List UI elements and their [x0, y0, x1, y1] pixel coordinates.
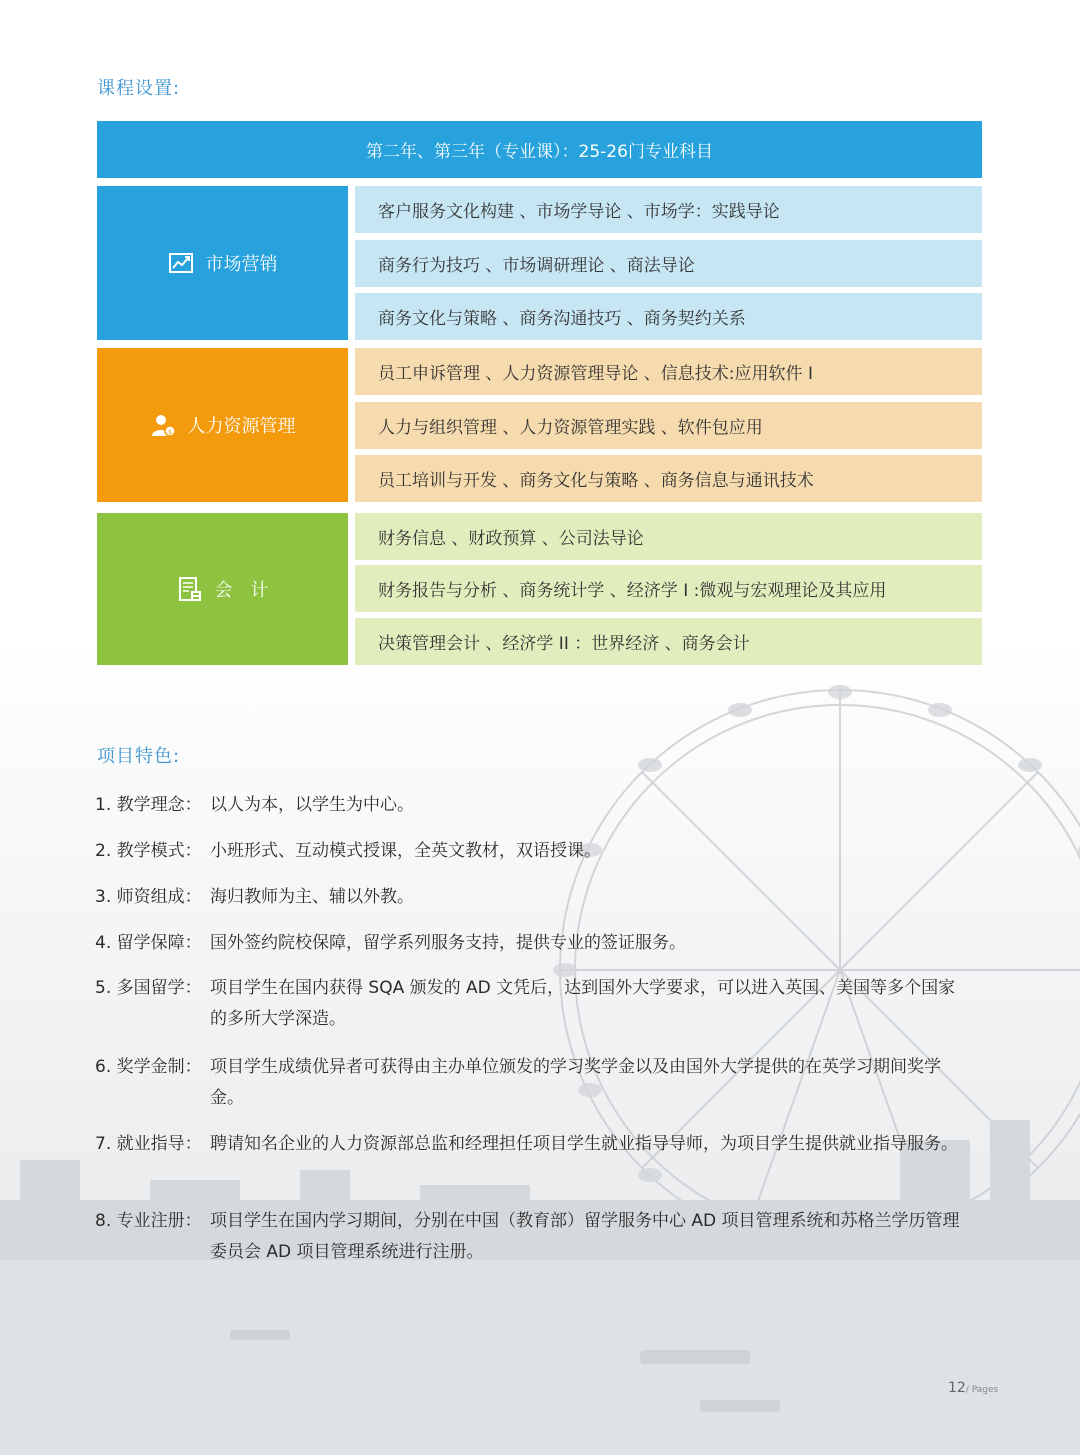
category-cell-marketing: [97, 186, 348, 340]
ledger-icon: [177, 576, 203, 602]
feature-text: 项目学生成绩优异者可获得由主办单位颁发的学习奖学金以及由国外大学提供的在英学习期间奖学金。: [210, 1057, 941, 1108]
course-row: 人力与组织管理 、人力资源管理实践 、软件包应用: [355, 402, 982, 449]
category-cell-accounting: [97, 513, 348, 665]
person-icon: [150, 412, 176, 438]
course-row: 财务信息 、财政预算 、公司法导论: [355, 513, 982, 560]
chart-icon: [168, 250, 194, 276]
feature-text: 以人为本，以学生为中心。: [210, 795, 414, 815]
feature-label: 5. 多国留学：: [95, 978, 202, 998]
feature-label: 6. 奖学金制：: [95, 1057, 202, 1077]
page-number-value: 12: [948, 1380, 966, 1396]
course-row: 财务报告与分析 、商务统计学 、经济学 I :微观与宏观理论及其应用: [355, 565, 982, 612]
feature-label: 3. 师资组成：: [95, 887, 202, 907]
feature-label: 1. 教学理念：: [95, 795, 202, 815]
feature-text: 项目学生在国内获得 SQA 颁发的 AD 文凭后，达到国外大学要求，可以进入英国、美国等多个国家的多所大学深造。: [210, 978, 956, 1029]
feature-text: 小班形式、互动模式授课，全英文教材，双语授课。: [210, 841, 601, 861]
feature-text: 项目学生在国内学习期间，分别在中国（教育部）留学服务中心 AD 项目管理系统和苏格兰学历管理委员会 AD 项目管理系统进行注册。: [210, 1211, 960, 1262]
category-label: 会 计: [214, 580, 269, 601]
category-cell-hr: [97, 348, 348, 502]
category-label: 市场营销: [205, 254, 278, 275]
page-number: [948, 1380, 998, 1396]
features-section-title: 项目特色:: [97, 746, 181, 767]
feature-text: 聘请知名企业的人力资源部总监和经理担任项目学生就业指导导师，为项目学生提供就业指导服务。: [210, 1134, 958, 1154]
course-row: 商务行为技巧 、市场调研理论 、商法导论: [355, 240, 982, 287]
feature-label: 4. 留学保障：: [95, 933, 202, 953]
course-row: 决策管理会计 、经济学 II ：世界经济 、商务会计: [355, 618, 982, 665]
feature-label: 2. 教学模式：: [95, 841, 202, 861]
course-row: 员工申诉管理 、人力资源管理导论 、信息技术:应用软件 I: [355, 348, 982, 395]
feature-text: 海归教师为主、辅以外教。: [210, 887, 414, 907]
course-group-marketing: [97, 186, 982, 340]
course-table-header: 第二年、第三年（专业课）：25-26门专业科目: [97, 121, 982, 178]
category-label: 人力资源管理: [187, 416, 296, 437]
course-row: 商务文化与策略 、商务沟通技巧 、商务契约关系: [355, 293, 982, 340]
course-row: 员工培训与开发 、商务文化与策略 、商务信息与通讯技术: [355, 455, 982, 502]
course-group-accounting: [97, 513, 982, 665]
page-number-suffix: / Pages: [965, 1385, 999, 1395]
feature-label: 7. 就业指导：: [95, 1134, 202, 1154]
feature-text: 国外签约院校保障，留学系列服务支持，提供专业的签证服务。: [210, 933, 686, 953]
feature-label: 8. 专业注册：: [95, 1211, 202, 1231]
course-row: 客户服务文化构建 、市场学导论 、市场学：实践导论: [355, 186, 982, 233]
course-section-title: 课程设置:: [97, 78, 181, 99]
svg-text:$: $: [167, 429, 172, 436]
course-group-hr: [97, 348, 982, 502]
